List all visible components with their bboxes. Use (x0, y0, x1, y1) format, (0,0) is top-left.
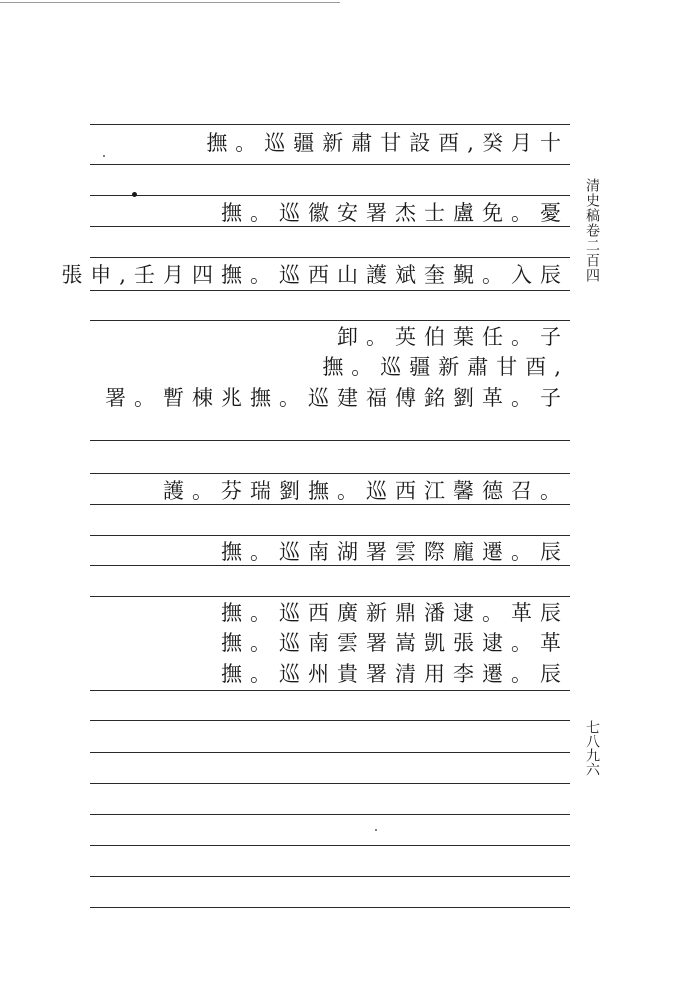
table-rule (90, 290, 570, 291)
table-row-text: 撫。巡疆新肅甘設酉,癸月十 (206, 131, 569, 155)
table-rule (90, 814, 570, 815)
ink-speck (375, 829, 377, 831)
table-row-text: 卸。英伯葉任。子 (337, 325, 569, 349)
table-rule (90, 195, 570, 196)
table-row-text: 撫。巡徽安署杰士盧免。憂 (221, 201, 569, 225)
table-rule (90, 876, 570, 877)
table-rule (90, 440, 570, 441)
book-title-margin: 清史稿卷二百四 (584, 178, 600, 283)
ink-speck (103, 155, 105, 157)
table-row-text: 撫。巡南湖署雲際龐遷。辰 (221, 540, 569, 564)
table-rule (90, 690, 570, 691)
table-row-text: 署。暫棟兆撫。巡建福傅銘劉革。子 (105, 386, 569, 410)
table-row-text: 撫。巡疆新肅甘酉, (322, 355, 569, 379)
table-rule (90, 535, 570, 536)
table-rule (90, 473, 570, 474)
table-row-text: 撫。巡南雲署嵩凱張逮。革 (221, 631, 569, 655)
table-row-text: 張申,壬月四撫。巡西山護斌奎覲。入辰 (61, 263, 569, 287)
table-rule (90, 164, 570, 165)
table-row-text: 撫。巡西廣新鼎潘逮。革辰 (221, 601, 569, 625)
table-rule (90, 907, 570, 908)
ink-dot (132, 192, 137, 197)
table-rule (90, 320, 570, 321)
top-edge-line (0, 2, 340, 3)
table-rule (90, 124, 570, 125)
table-rule (90, 596, 570, 597)
table-rule (90, 720, 570, 721)
table-rule (90, 257, 570, 258)
table-row-text: 護。芬瑞劉撫。巡西江馨德召。 (163, 479, 569, 503)
page-number: 七八九六 (584, 720, 600, 776)
table-row-text: 撫。巡州貴署清用李遷。辰 (221, 662, 569, 686)
table-rule (90, 752, 570, 753)
table-rule (90, 845, 570, 846)
table-rule (90, 783, 570, 784)
